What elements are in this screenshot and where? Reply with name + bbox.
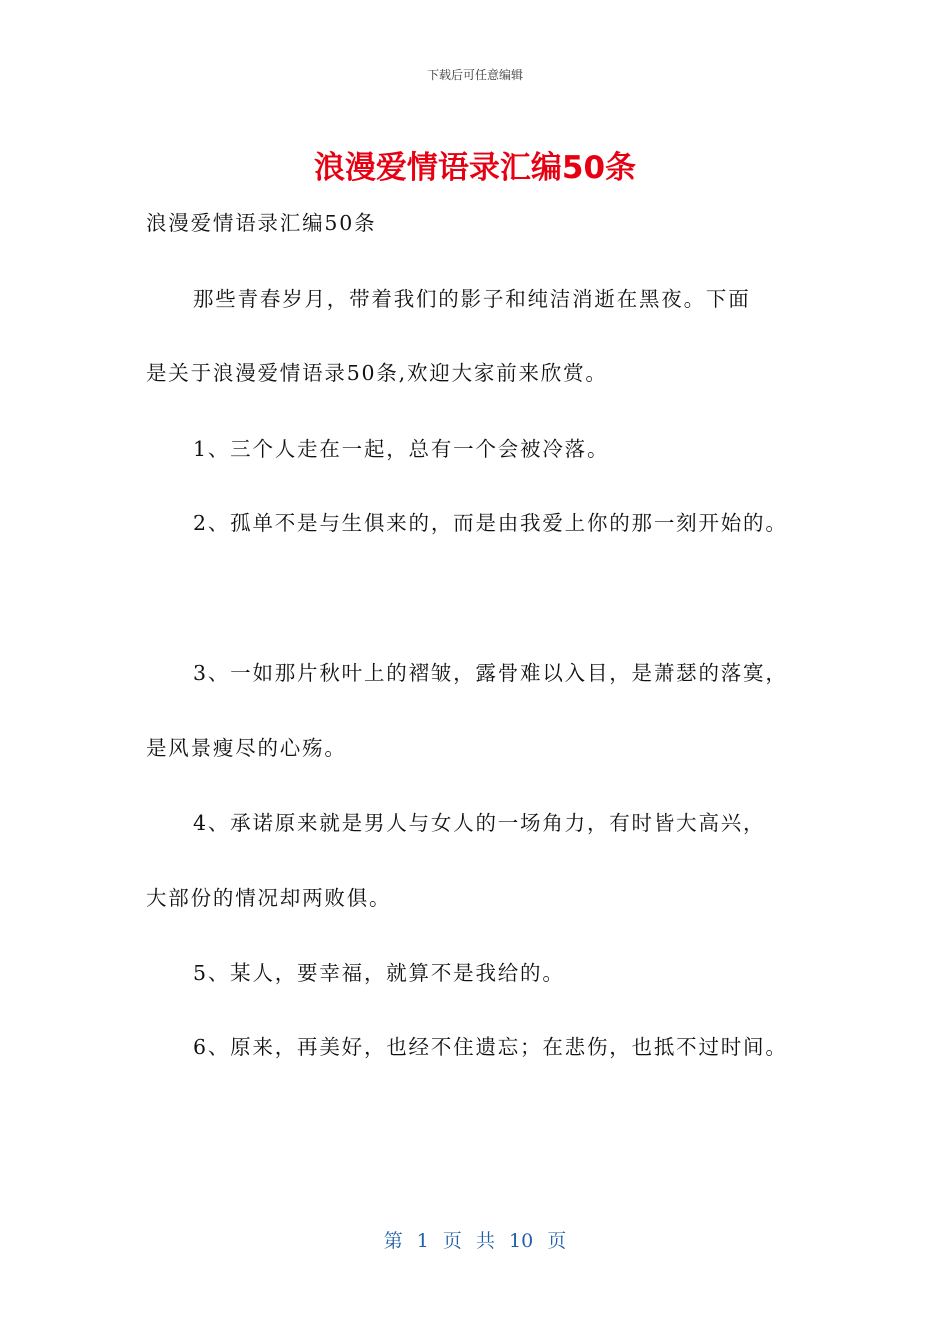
quote-item-continued: 是风景瘦尽的心殇。 [146, 736, 347, 760]
document-title: 浪漫爱情语录汇编50条 [313, 150, 637, 186]
quote-item: 1、三个人走在一起，总有一个会被冷落。 [193, 437, 610, 461]
paragraph-line: 是关于浪漫爱情语录50条,欢迎大家前来欣赏。 [146, 361, 608, 385]
quote-item: 2、孤单不是与生俱来的，而是由我爱上你的那一刻开始的。 [193, 511, 788, 535]
quote-item: 3、一如那片秋叶上的褶皱，露骨难以入目，是萧瑟的落寞， [193, 661, 788, 685]
quote-item-continued: 大部份的情况却两败俱。 [146, 886, 392, 910]
subtitle-line: 浪漫爱情语录汇编50条 [146, 211, 377, 235]
quote-item: 4、承诺原来就是男人与女人的一场角力，有时皆大高兴， [193, 811, 766, 835]
quote-item: 6、原来，再美好，也经不住遗忘；在悲伤，也抵不过时间。 [193, 1035, 788, 1059]
paragraph-line: 那些青春岁月，带着我们的影子和纯洁消逝在黑夜。下面 [193, 287, 751, 311]
page-number-footer: 第 1 页 共 10 页 [383, 1230, 567, 1252]
quote-item: 5、某人，要幸福，就算不是我给的。 [193, 961, 565, 985]
header-note: 下载后可任意编辑 [426, 68, 523, 82]
